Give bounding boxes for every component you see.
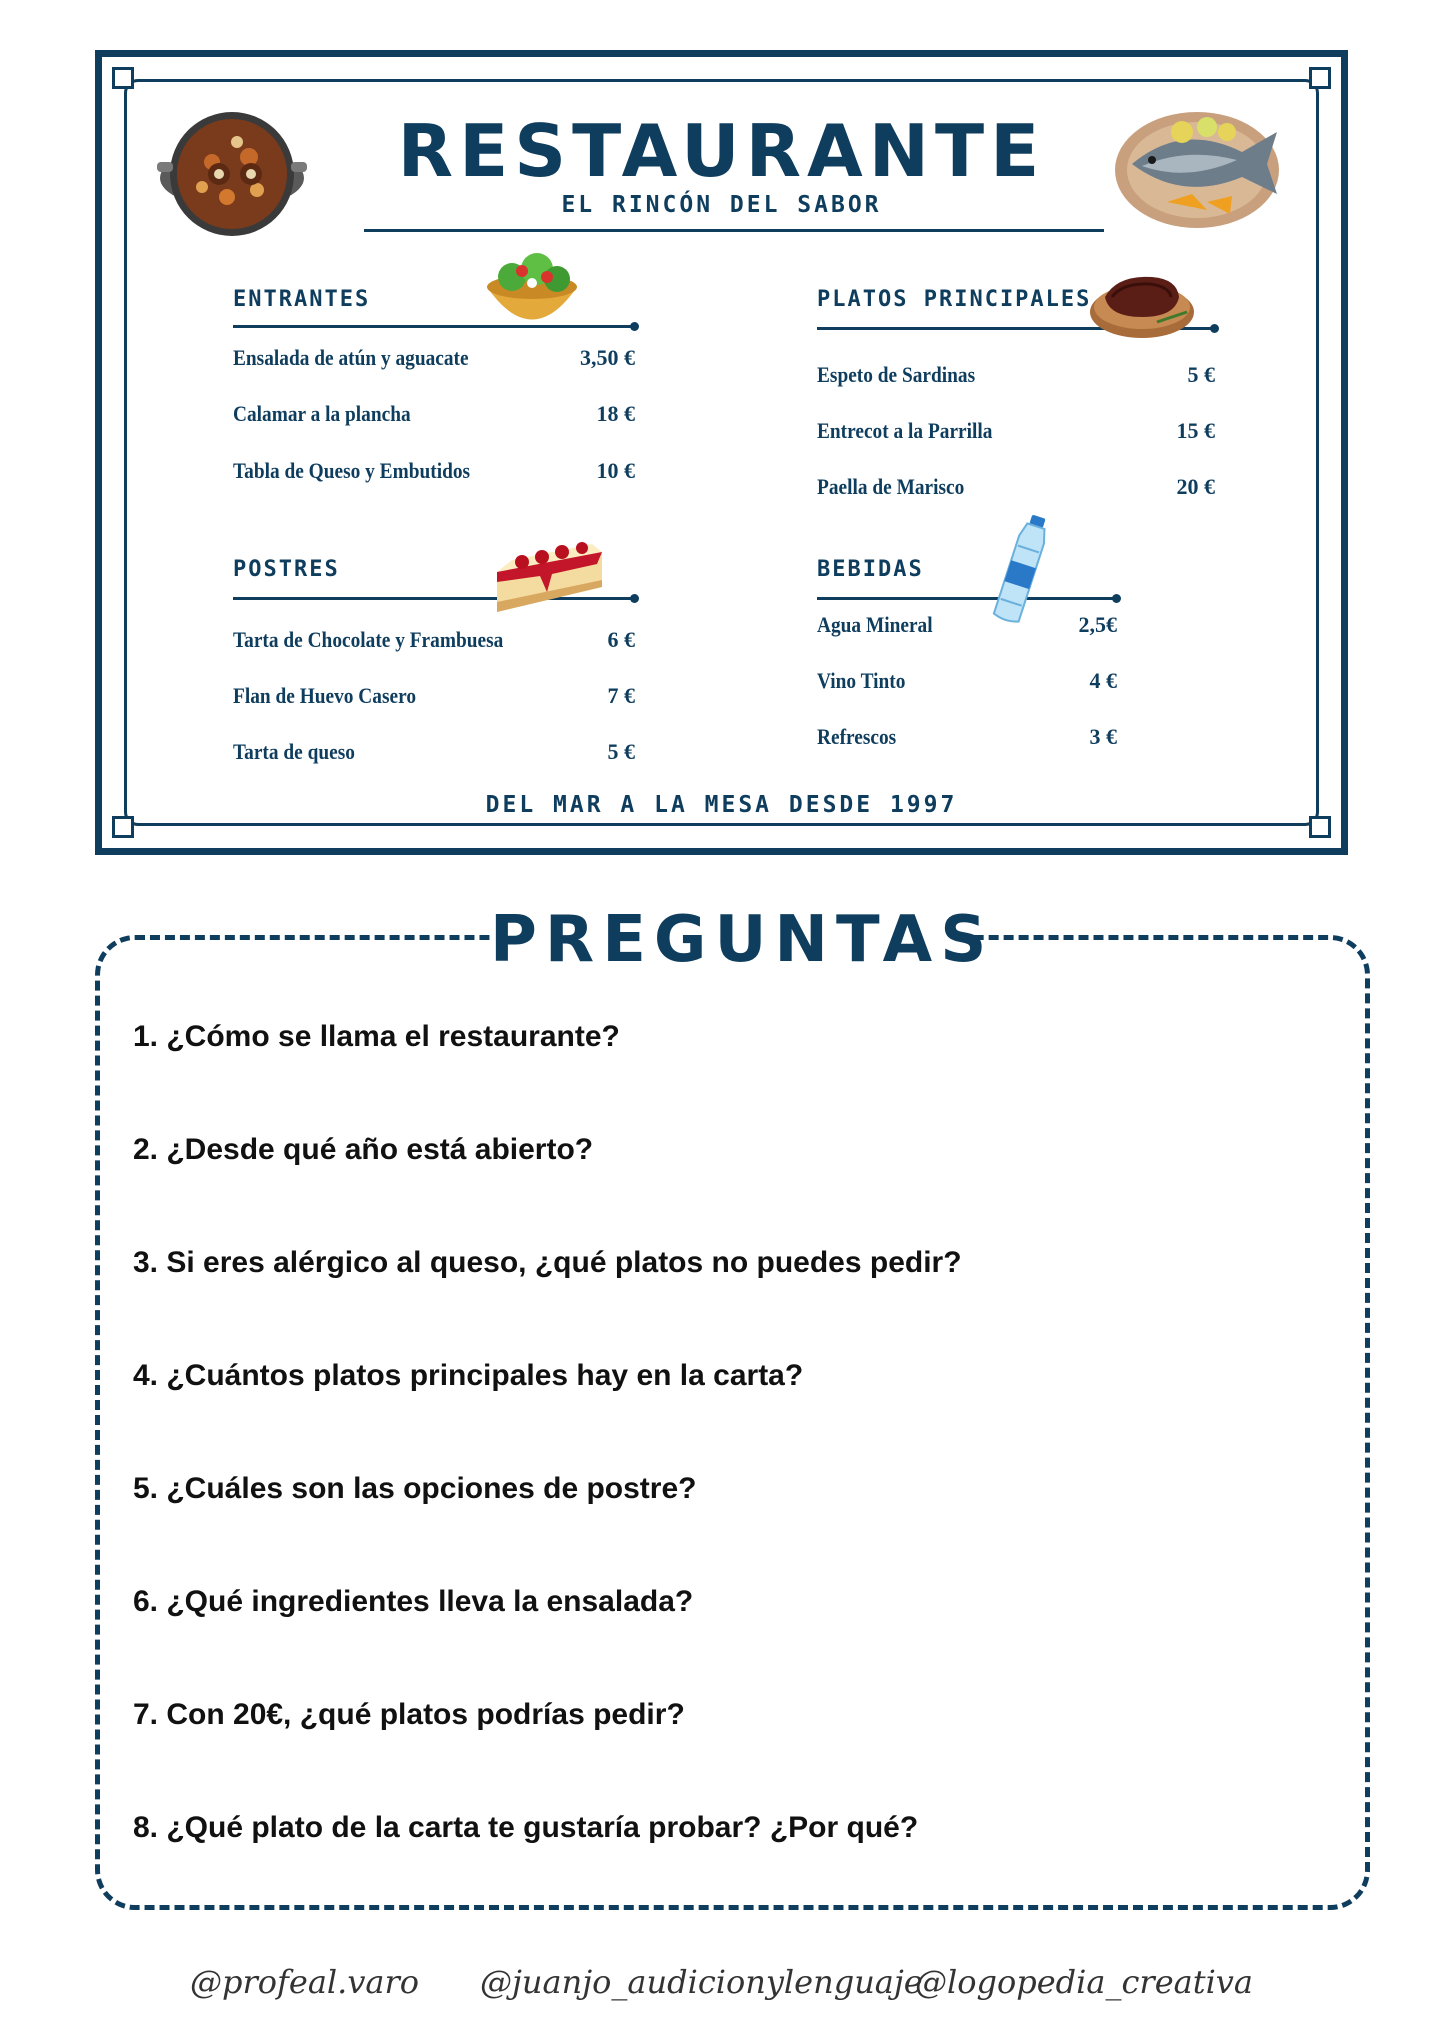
questions-box — [95, 935, 1370, 1910]
section-heading: PLATOS PRINCIPALES — [817, 287, 1092, 312]
menu-item-price: 2,5€ — [1078, 612, 1117, 637]
question-item: 4. ¿Cuántos platos principales hay en la carta? — [133, 1359, 804, 1392]
question-item: 2. ¿Desde qué año está abierto? — [133, 1133, 594, 1166]
menu-item-price: 5 € — [1187, 362, 1215, 387]
question-item: 3. Si eres alérgico al queso, ¿qué platos no puedes pedir? — [133, 1246, 962, 1279]
question-item: 5. ¿Cuáles son las opciones de postre? — [133, 1472, 697, 1505]
menu-item-price: 15 € — [1176, 418, 1215, 443]
questions-title: PREGUNTAS — [490, 895, 970, 985]
question-item: 1. ¿Cómo se llama el restaurante? — [133, 1020, 620, 1053]
menu-item-price: 6 € — [607, 627, 635, 652]
menu-item-name: Refrescos — [817, 724, 897, 749]
menu-item-price: 4 € — [1089, 668, 1117, 693]
menu-item-name: Agua Mineral — [817, 612, 933, 637]
menu-item — [817, 612, 1117, 642]
menu-item-name: Tarta de queso — [233, 739, 355, 764]
section-heading: ENTRANTES — [233, 287, 371, 312]
title-divider — [364, 229, 1104, 232]
menu-item-name: Paella de Marisco — [817, 474, 965, 499]
menu-card — [95, 50, 1348, 855]
menu-item-name: Vino Tinto — [817, 668, 906, 693]
menu-item-price: 18 € — [596, 401, 635, 426]
menu-item-name: Calamar a la plancha — [233, 401, 411, 426]
menu-item-name: Entrecot a la Parrilla — [817, 418, 993, 443]
menu-item — [233, 345, 635, 375]
credit-handle: @juanjo_audicionylenguaje — [480, 1963, 923, 2001]
corner-ornament — [1309, 816, 1331, 838]
closing-slogan: DEL MAR A LA MESA DESDE 1997 — [485, 792, 958, 818]
menu-item-price: 5 € — [607, 739, 635, 764]
menu-item — [233, 739, 635, 769]
steak-board-icon — [1087, 267, 1197, 342]
menu-item — [817, 474, 1215, 504]
credit-handle: @logopedia_creativa — [915, 1963, 1253, 2001]
question-item: 8. ¿Qué plato de la carta te gustaría probar? ¿Por qué? — [133, 1811, 919, 1844]
corner-ornament — [112, 67, 134, 89]
corner-ornament — [1309, 67, 1331, 89]
menu-item-price: 20 € — [1176, 474, 1215, 499]
menu-item-price: 3 € — [1089, 724, 1117, 749]
menu-item-name: Tabla de Queso y Embutidos — [233, 458, 471, 483]
menu-item — [817, 418, 1215, 448]
corner-ornament — [112, 816, 134, 838]
menu-item — [233, 683, 635, 713]
menu-item-name: Flan de Huevo Casero — [233, 683, 417, 708]
restaurant-subtitle: EL RINCÓN DEL SABOR — [561, 192, 882, 218]
menu-item — [817, 668, 1117, 698]
restaurant-title: RESTAURANTE — [397, 109, 1046, 193]
question-item: 6. ¿Qué ingredientes lleva la ensalada? — [133, 1585, 694, 1618]
section-divider — [817, 597, 1117, 600]
menu-item-name: Ensalada de atún y aguacate — [233, 345, 469, 370]
menu-item-name: Espeto de Sardinas — [817, 362, 976, 387]
menu-item-name: Tarta de Chocolate y Frambuesa — [233, 627, 504, 652]
section-bebidas — [817, 557, 1117, 749]
menu-item — [233, 458, 635, 488]
cheesecake-icon — [492, 532, 607, 622]
question-item: 7. Con 20€, ¿qué platos podrías pedir? — [133, 1698, 685, 1731]
credit-handle: @profeal.varo — [190, 1963, 420, 2001]
section-heading: BEBIDAS — [817, 557, 924, 582]
salad-bowl-icon — [482, 247, 582, 337]
menu-item — [233, 627, 635, 657]
menu-item — [233, 401, 635, 431]
menu-item-price: 10 € — [596, 458, 635, 483]
menu-item-price: 3,50 € — [580, 345, 635, 370]
menu-item-price: 7 € — [607, 683, 635, 708]
menu-item — [817, 724, 1117, 754]
menu-item — [817, 362, 1215, 392]
water-bottle-icon — [987, 512, 1057, 627]
section-heading: POSTRES — [233, 557, 340, 582]
